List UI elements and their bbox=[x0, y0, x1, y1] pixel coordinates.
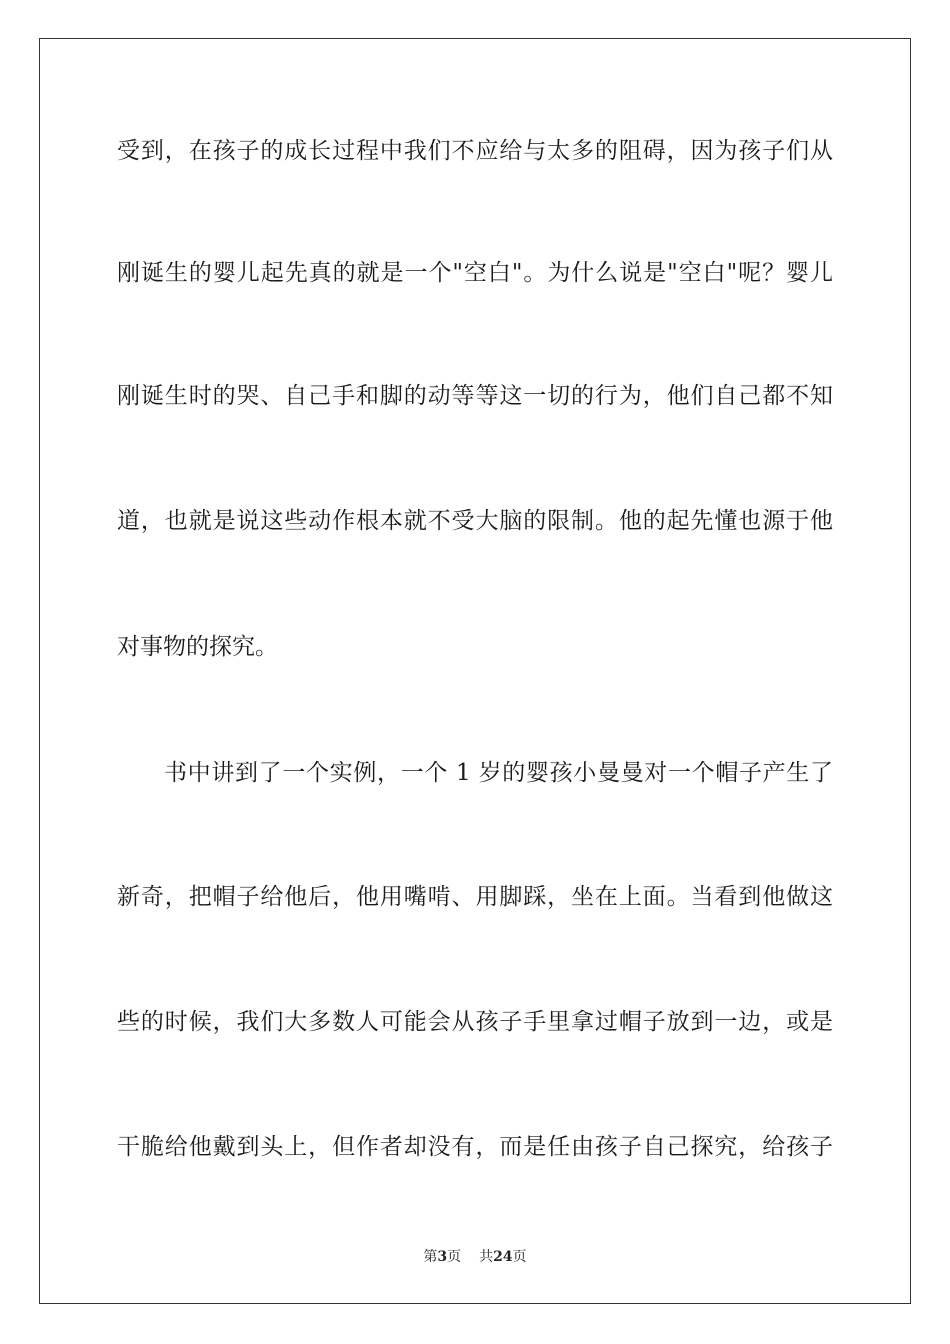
footer-page-prefix: 第 bbox=[423, 1249, 438, 1265]
footer-page-number: 3 bbox=[437, 1249, 448, 1265]
body-line-6: 书中讲到了一个实例，一个 1 岁的婴孩小曼曼对一个帽子产生了 bbox=[164, 760, 833, 786]
body-line-1: 受到，在孩子的成长过程中我们不应给与太多的阻碍，因为孩子们从 bbox=[117, 138, 833, 164]
footer-total-prefix: 共 bbox=[479, 1249, 494, 1265]
body-line-2: 刚诞生的婴儿起先真的就是一个"空白"。为什么说是"空白"呢？婴儿 bbox=[117, 260, 833, 286]
body-line-4: 道，也就是说这些动作根本就不受大脑的限制。他的起先懂也源于他 bbox=[117, 508, 833, 534]
page-border bbox=[39, 38, 911, 1304]
footer-total-suffix: 页 bbox=[512, 1249, 527, 1265]
body-line-7: 新奇，把帽子给他后，他用嘴啃、用脚踩，坐在上面。当看到他做这 bbox=[117, 884, 833, 910]
body-line-5: 对事物的探究。 bbox=[117, 634, 278, 660]
body-line-3: 刚诞生时的哭、自己手和脚的动等等这一切的行为，他们自己都不知 bbox=[117, 383, 833, 409]
page-footer bbox=[0, 1248, 950, 1266]
footer-page-suffix: 页 bbox=[447, 1249, 462, 1265]
body-line-8: 些的时候，我们大多数人可能会从孩子手里拿过帽子放到一边，或是 bbox=[117, 1009, 833, 1035]
body-line-9: 干脆给他戴到头上，但作者却没有，而是任由孩子自己探究，给孩子 bbox=[117, 1134, 833, 1160]
footer-total-pages: 24 bbox=[493, 1249, 513, 1265]
